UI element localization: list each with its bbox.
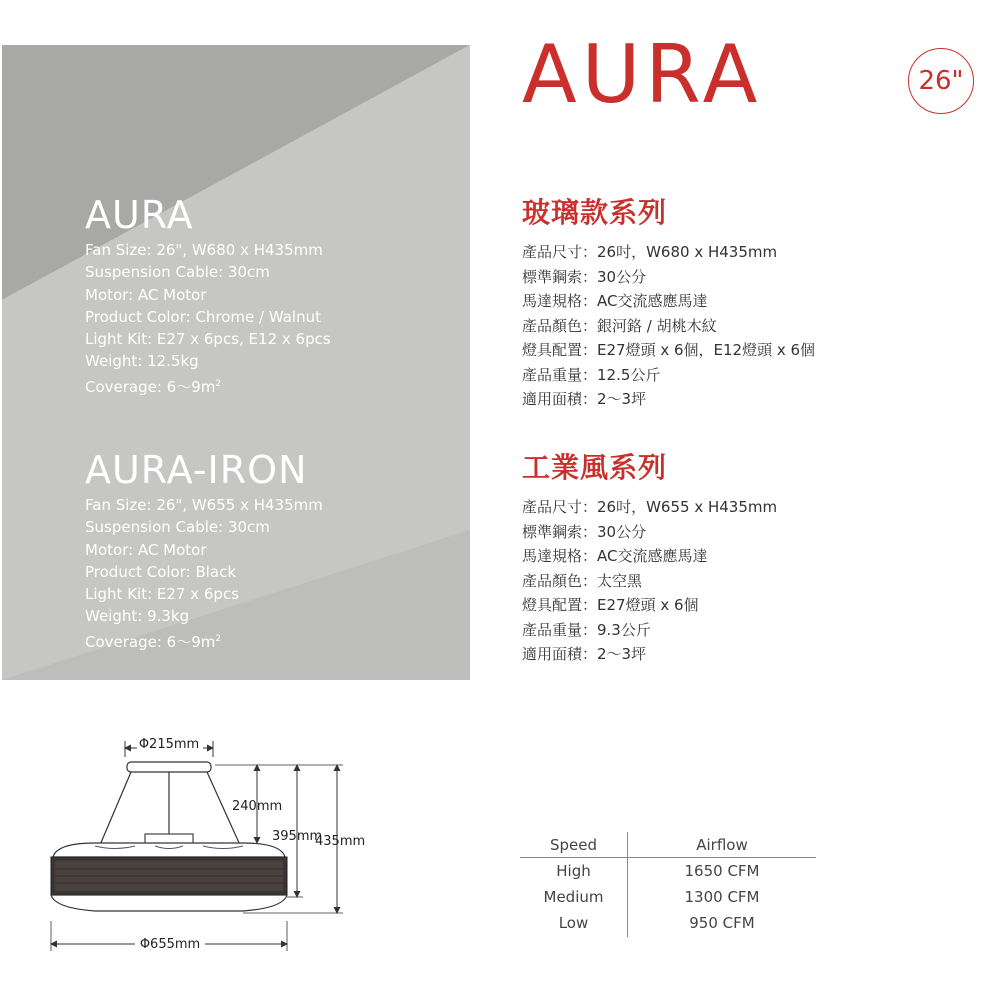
spec-line-coverage xyxy=(85,628,323,653)
cn-spec-line: 產品重量：9.3公斤 xyxy=(522,620,651,639)
spec-line: Weight: 12.5kg xyxy=(85,352,199,371)
spec-line-coverage xyxy=(85,373,331,398)
table-header-speed: Speed xyxy=(549,836,598,854)
table-cell: 950 CFM xyxy=(689,914,755,932)
brand-title: AURA xyxy=(522,28,763,121)
fan-top-rim xyxy=(53,843,285,857)
table-cell: High xyxy=(556,862,591,880)
fan-bottom-rim xyxy=(51,895,287,911)
cn-spec-line: 燈具配置：E27燈頭 x 6個，E12燈頭 x 6個 xyxy=(522,341,816,359)
cn-spec-line: 馬達規格：AC交流感應馬達 xyxy=(522,292,708,310)
cn-spec-line: 產品重量：12.5公斤 xyxy=(522,365,661,384)
cn-spec-line: 產品尺寸：26吋，W655 x H435mm xyxy=(522,498,778,516)
diameter-label: Φ655mm xyxy=(139,937,201,952)
unit-superscript: 2 xyxy=(215,378,222,389)
spec-lines xyxy=(85,239,331,398)
ceiling-canopy xyxy=(127,762,211,772)
coverage-value: Coverage: 6〜9m xyxy=(85,632,216,651)
cn-spec-line: 標準鋼索：30公分 xyxy=(522,522,647,541)
spec-line: Light Kit: E27 x 6pcs, E12 x 6pcs xyxy=(85,330,331,349)
spec-block-aura-iron xyxy=(85,448,323,653)
spec-lines xyxy=(85,494,323,653)
spec-line: Weight: 9.3kg xyxy=(85,607,190,626)
table-cell: Medium xyxy=(543,888,604,906)
coverage-value: Coverage: 6〜9m xyxy=(85,377,216,396)
cn-spec-line: 適用面積：2〜3坪 xyxy=(522,390,647,408)
suspension-cable xyxy=(100,772,131,845)
table-cell: 1300 CFM xyxy=(684,888,760,906)
cn-spec-line: 適用面積：2〜3坪 xyxy=(522,645,647,663)
cn-spec-industrial xyxy=(522,451,777,667)
spec-line: Light Kit: E27 x 6pcs xyxy=(85,585,240,604)
dimension-diagram xyxy=(35,725,415,965)
cn-spec-line: 產品尺寸：26吋，W680 x H435mm xyxy=(522,243,778,261)
cn-spec-line: 產品顏色：銀河鉻 / 胡桃木紋 xyxy=(522,316,717,335)
spec-line: Motor: AC Motor xyxy=(85,285,207,304)
body-height-label: 395mm xyxy=(272,829,323,844)
unit-superscript: 2 xyxy=(215,633,222,644)
spec-title: AURA xyxy=(85,193,194,237)
total-height-label: 435mm xyxy=(315,834,366,849)
table-header-airflow: Airflow xyxy=(696,836,748,854)
cn-spec-line: 馬達規格：AC交流感應馬達 xyxy=(522,547,708,565)
cn-spec-title: 工業風系列 xyxy=(522,451,668,484)
size-badge: 26" xyxy=(908,48,974,114)
airflow-column xyxy=(628,832,816,936)
cn-spec-lines xyxy=(522,495,777,667)
cable-height-label: 240mm xyxy=(232,799,283,814)
cn-spec-line: 產品顏色：太空黑 xyxy=(522,571,643,590)
speed-column xyxy=(520,832,627,936)
table-cell: 1650 CFM xyxy=(684,862,760,880)
spec-line: Product Color: Chrome / Walnut xyxy=(85,307,321,326)
spec-line: Product Color: Black xyxy=(85,562,237,581)
spec-line: Fan Size: 26", W680 x H435mm xyxy=(85,241,323,259)
airflow-table xyxy=(520,832,820,940)
spec-line: Motor: AC Motor xyxy=(85,540,207,559)
table-cell: Low xyxy=(558,914,589,932)
cn-spec-glass xyxy=(522,196,815,412)
spec-panel xyxy=(2,45,470,680)
cn-spec-title: 玻璃款系列 xyxy=(522,196,668,229)
spec-title: AURA-IRON xyxy=(85,448,308,492)
spec-line: Fan Size: 26", W655 x H435mm xyxy=(85,496,323,514)
cn-spec-line: 燈具配置：E27燈頭 x 6個 xyxy=(522,596,699,614)
spec-block-aura xyxy=(85,193,331,398)
top-width-label: Φ215mm xyxy=(138,737,200,752)
cn-spec-lines xyxy=(522,240,815,412)
spec-line: Suspension Cable: 30cm xyxy=(85,263,270,282)
spec-line: Suspension Cable: 30cm xyxy=(85,518,270,537)
cn-spec-line: 標準鋼索：30公分 xyxy=(522,267,647,286)
